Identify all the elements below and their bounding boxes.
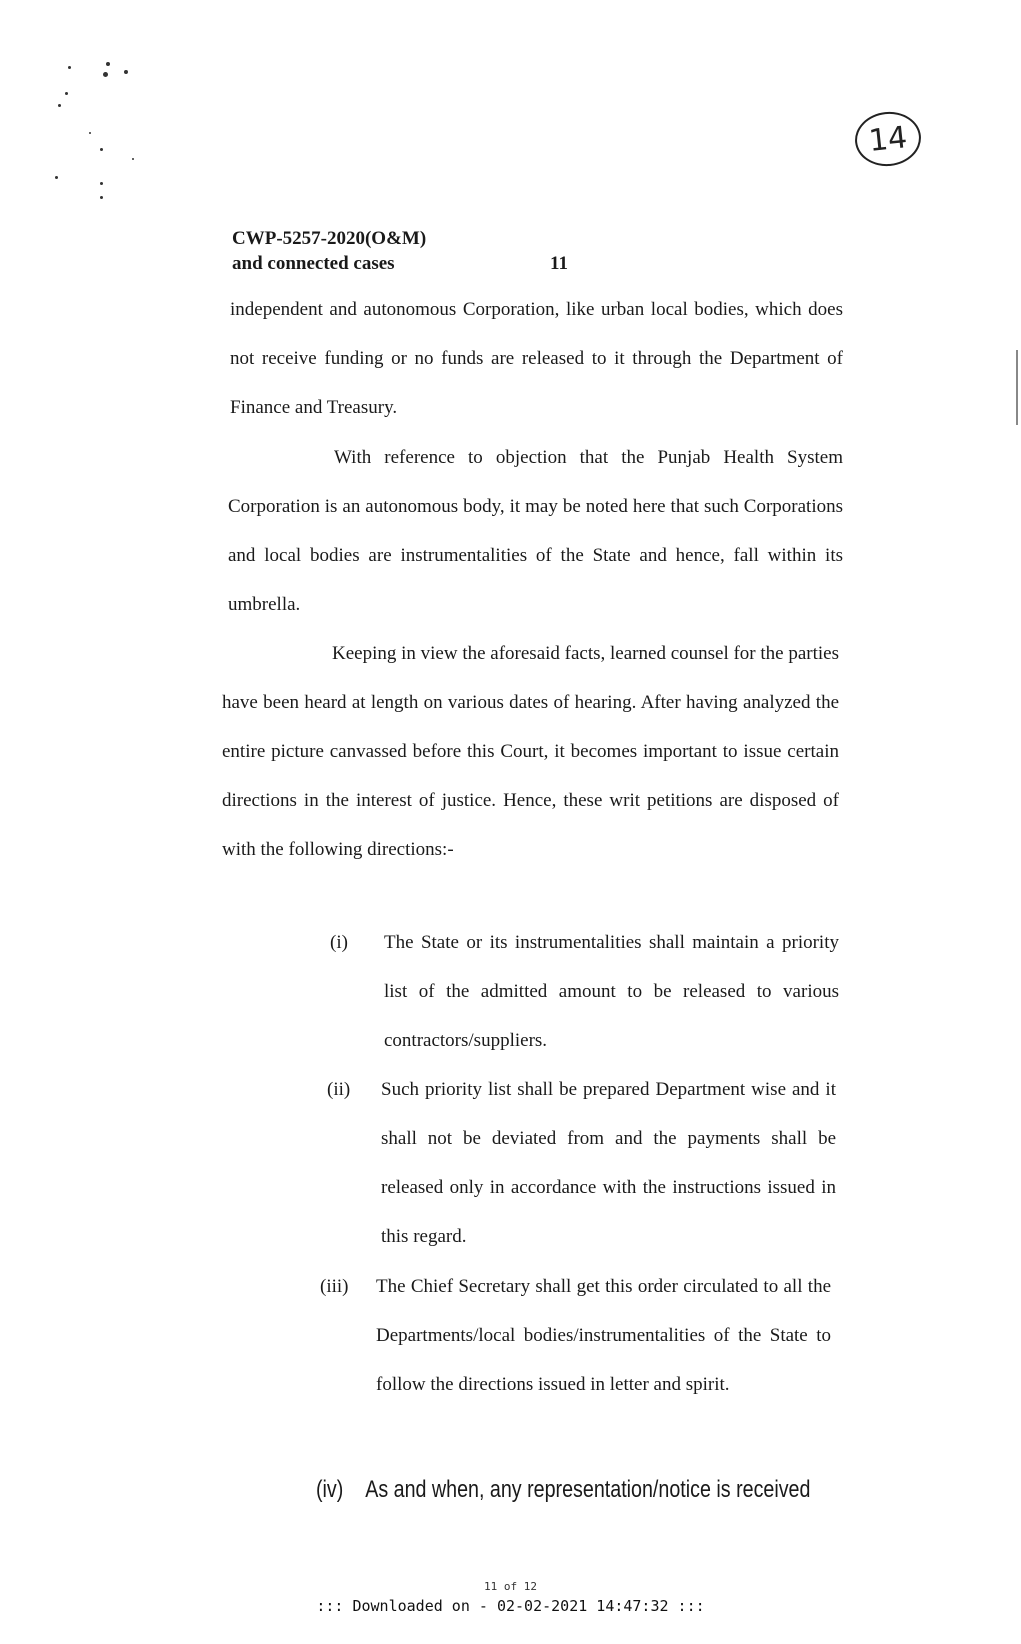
scan-speck [65,92,68,95]
page-stamp-number: 14 [867,119,909,159]
scan-speck [103,72,108,77]
page-stamp [852,109,923,170]
scan-speck [89,132,91,134]
direction-number: (iv) [316,1476,344,1503]
connected-cases: and connected cases [232,253,395,274]
page-header [232,226,568,276]
scan-speck [132,158,134,160]
scan-speck [100,148,103,151]
direction-number: (ii) [327,1079,351,1100]
direction-text: Such priority list shall be prepared Department wise and it shall not be deviated from and the payments shall be released only in accordance with the instructions issued in this regard. [381,1079,836,1247]
direction-text: The Chief Secretary shall get this order circulated to all the Departments/local bodies/instrumentalities of the State to follow the directions issued in letter and spirit. [376,1276,831,1395]
scan-speck [124,70,128,74]
direction-text: The State or its instrumentalities shall maintain a priority list of the admitted amount to be released to various contractors/suppliers. [384,932,839,1051]
scan-speck [58,104,61,107]
scan-speck [106,62,110,66]
paragraph-2: With reference to objection that the Punjab Health System Corporation is an autonomous body, it may be noted here that such Corporations and local bodies are instrumentalities of the State and hence, fall within its umbrella. [228,447,843,615]
direction-number: (iii) [320,1276,349,1297]
download-footer: ::: Downloaded on - 02-02-2021 14:47:32 ::: [316,1597,705,1615]
scan-speck [100,196,103,199]
scan-edge-mark [1016,350,1018,425]
scan-speck [100,182,103,185]
direction-text: As and when, any representation/notice is received [365,1476,811,1503]
paragraph-1: independent and autonomous Corporation, like urban local bodies, which does not receive funding or no funds are released to it through the Department of Finance and Treasury. [230,299,843,418]
direction-number: (i) [330,932,348,953]
page-of-footer: 11 of 12 [484,1580,537,1593]
case-number: CWP-5257-2020(O&M) [232,228,427,249]
paragraph-3: Keeping in view the aforesaid facts, learned counsel for the parties have been heard at length on various dates of hearing. After having analyzed the entire picture canvassed before this Court, it becomes important to issue certain directions in the interest of justice. Hence, these writ petitions are disposed of with the following directions:- [222,643,839,860]
page-number: 11 [550,253,568,274]
scan-speck [68,66,71,69]
scan-speck [55,176,58,179]
